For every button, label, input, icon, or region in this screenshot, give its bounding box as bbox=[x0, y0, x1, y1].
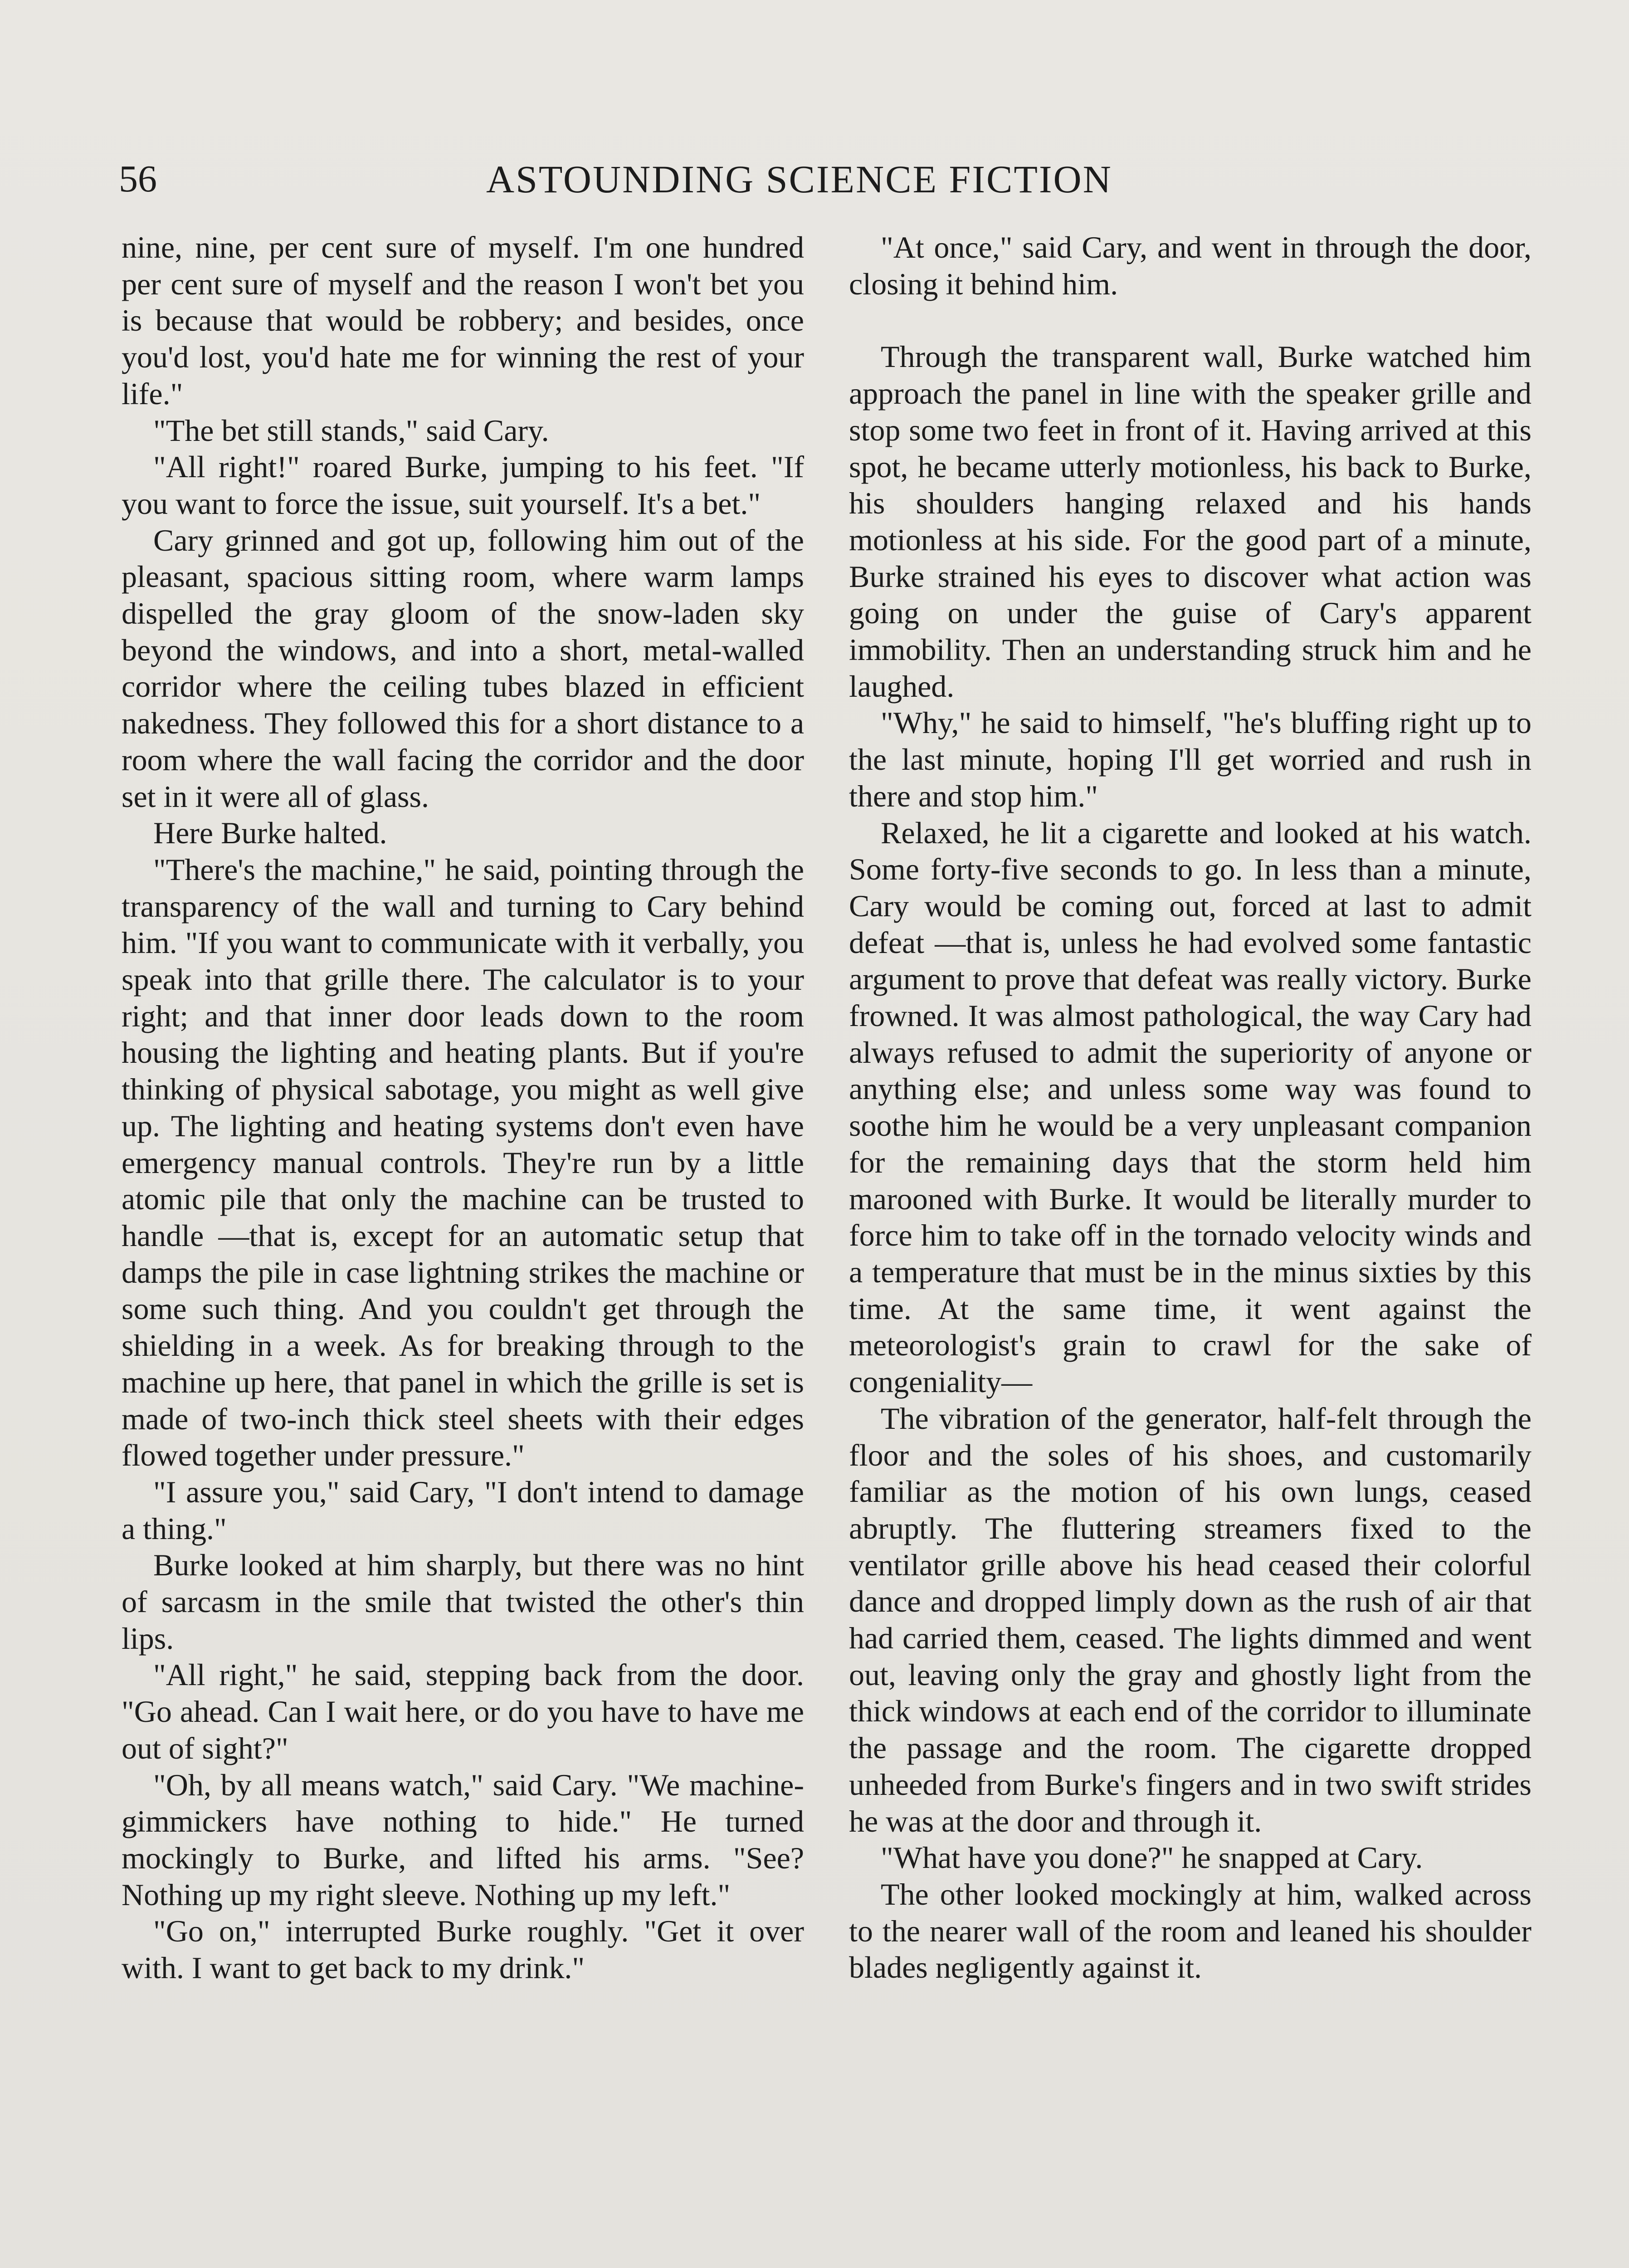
paragraph: The other looked mockingly at him, walked across to the nearer wall of the room and leaned his shoulder blades negligently against it. bbox=[849, 1877, 1531, 1985]
paragraph: "The bet still stands," said Cary. bbox=[153, 413, 549, 448]
paragraph: "All right," he said, stepping back from the door. "Go ahead. Can I wait here, or do you have to have me out of sight?" bbox=[122, 1657, 804, 1765]
paragraph: Through the transparent wall, Burke watched him approach the panel in line with the speaker grille and stop some two feet in front of it. Having arrived at this spot, he became utterly motionless, his back to Burke, his shoulders hanging relaxed and his hands motionless at his side. For the good part of a minute, Burke strained his eyes to discover what action was going on under the guise of Cary's apparent immobility. Then an understanding struck him and he laughed. bbox=[849, 339, 1531, 704]
page-number: 56 bbox=[119, 158, 157, 200]
paragraph: "What have you done?" he snapped at Cary. bbox=[881, 1840, 1423, 1875]
right-column bbox=[849, 229, 1531, 1986]
paragraph: Here Burke halted. bbox=[153, 816, 387, 850]
paragraph: "There's the machine," he said, pointing through the transparency of the wall and turning to Cary behind him. "If you want to communicate with it verbally, you speak into that grille there. The calculator is to your right; and that inner door leads down to the room housing the lighting and heating plants. But if you're thinking of physical sabotage, you might as well give up. The lighting and heating systems don't even have emergency manual controls. They're run by a little atomic pile that only the machine can be trusted to handle —that is, except for an automatic setup that damps the pile in case lightning strikes the machine or some such thing. And you couldn't get through the shielding in a week. As for breaking through to the machine up here, that panel in which the grille is set is made of two-inch thick steel sheets with their edges flowed together under pressure." bbox=[122, 852, 804, 1473]
paragraph: nine, nine, per cent sure of myself. I'm one hundred per cent sure of myself and the reason I won't bet you is because that would be robbery; and besides, once you'd lost, you'd hate me for winning the rest of your life." bbox=[122, 230, 804, 411]
paragraph: Burke looked at him sharply, but there was no hint of sarcasm in the smile that twisted the other's thin lips. bbox=[122, 1548, 804, 1656]
paragraph: "At once," said Cary, and went in through the door, closing it behind him. bbox=[849, 230, 1531, 301]
running-head: ASTOUNDING SCIENCE FICTION bbox=[486, 157, 1112, 201]
paragraph: "Oh, by all means watch," said Cary. "We machine-gimmickers have nothing to hide." He turned mockingly to Burke, and lifted his arms. "See? Nothing up my right sleeve. Nothing up my left." bbox=[122, 1767, 804, 1912]
paragraph: "I assure you," said Cary, "I don't intend to damage a thing." bbox=[122, 1474, 804, 1546]
paragraph: Relaxed, he lit a cigarette and looked at his watch. Some forty-five seconds to go. In less than a minute, Cary would be coming out, forced at last to admit defeat —that is, unless he had evolved some fantastic argument to prove that defeat was really victory. Burke frowned. It was almost pathological, the way Cary had always refused to admit the superiority of anyone or anything else; and unless some way was found to soothe him he would be a very unpleasant companion for the remaining days that the storm held him marooned with Burke. It would be literally murder to force him to take off in the tornado velocity winds and a temperature that must be in the minus sixties by this time. At the same time, it went against the meteorologist's grain to crawl for the sake of congeniality— bbox=[849, 815, 1531, 1399]
left-column bbox=[122, 229, 804, 1986]
paragraph: "Why," he said to himself, "he's bluffing right up to the last minute, hoping I'll get worried and rush in there and stop him." bbox=[849, 705, 1531, 813]
paragraph: Cary grinned and got up, following him out of the pleasant, spacious sitting room, where warm lamps dispelled the gray gloom of the snow-laden sky beyond the windows, and into a short, metal-walled corridor where the ceiling tubes blazed in efficient nakedness. They followed this for a short distance to a room where the wall facing the corridor and the door set in it were all of glass. bbox=[122, 523, 804, 814]
paragraph: The vibration of the generator, half-felt through the floor and the soles of his shoes, and customarily familiar as the motion of his own lungs, ceased abruptly. The fluttering streamers fixed to the ventilator grille above his head ceased their colorful dance and dropped limply down as the rush of air that had carried them, ceased. The lights dimmed and went out, leaving only the gray and ghostly light from the thick windows at each end of the corridor to illuminate the passage and the room. The cigarette dropped unheeded from Burke's fingers and in two swift strides he was at the door and through it. bbox=[849, 1401, 1531, 1838]
paragraph: "All right!" roared Burke, jumping to his feet. "If you want to force the issue, suit yourself. It's a bet." bbox=[122, 450, 804, 521]
paragraph: "Go on," interrupted Burke roughly. "Get it over with. I want to get back to my drink." bbox=[122, 1914, 804, 1985]
page-header bbox=[119, 152, 1525, 206]
